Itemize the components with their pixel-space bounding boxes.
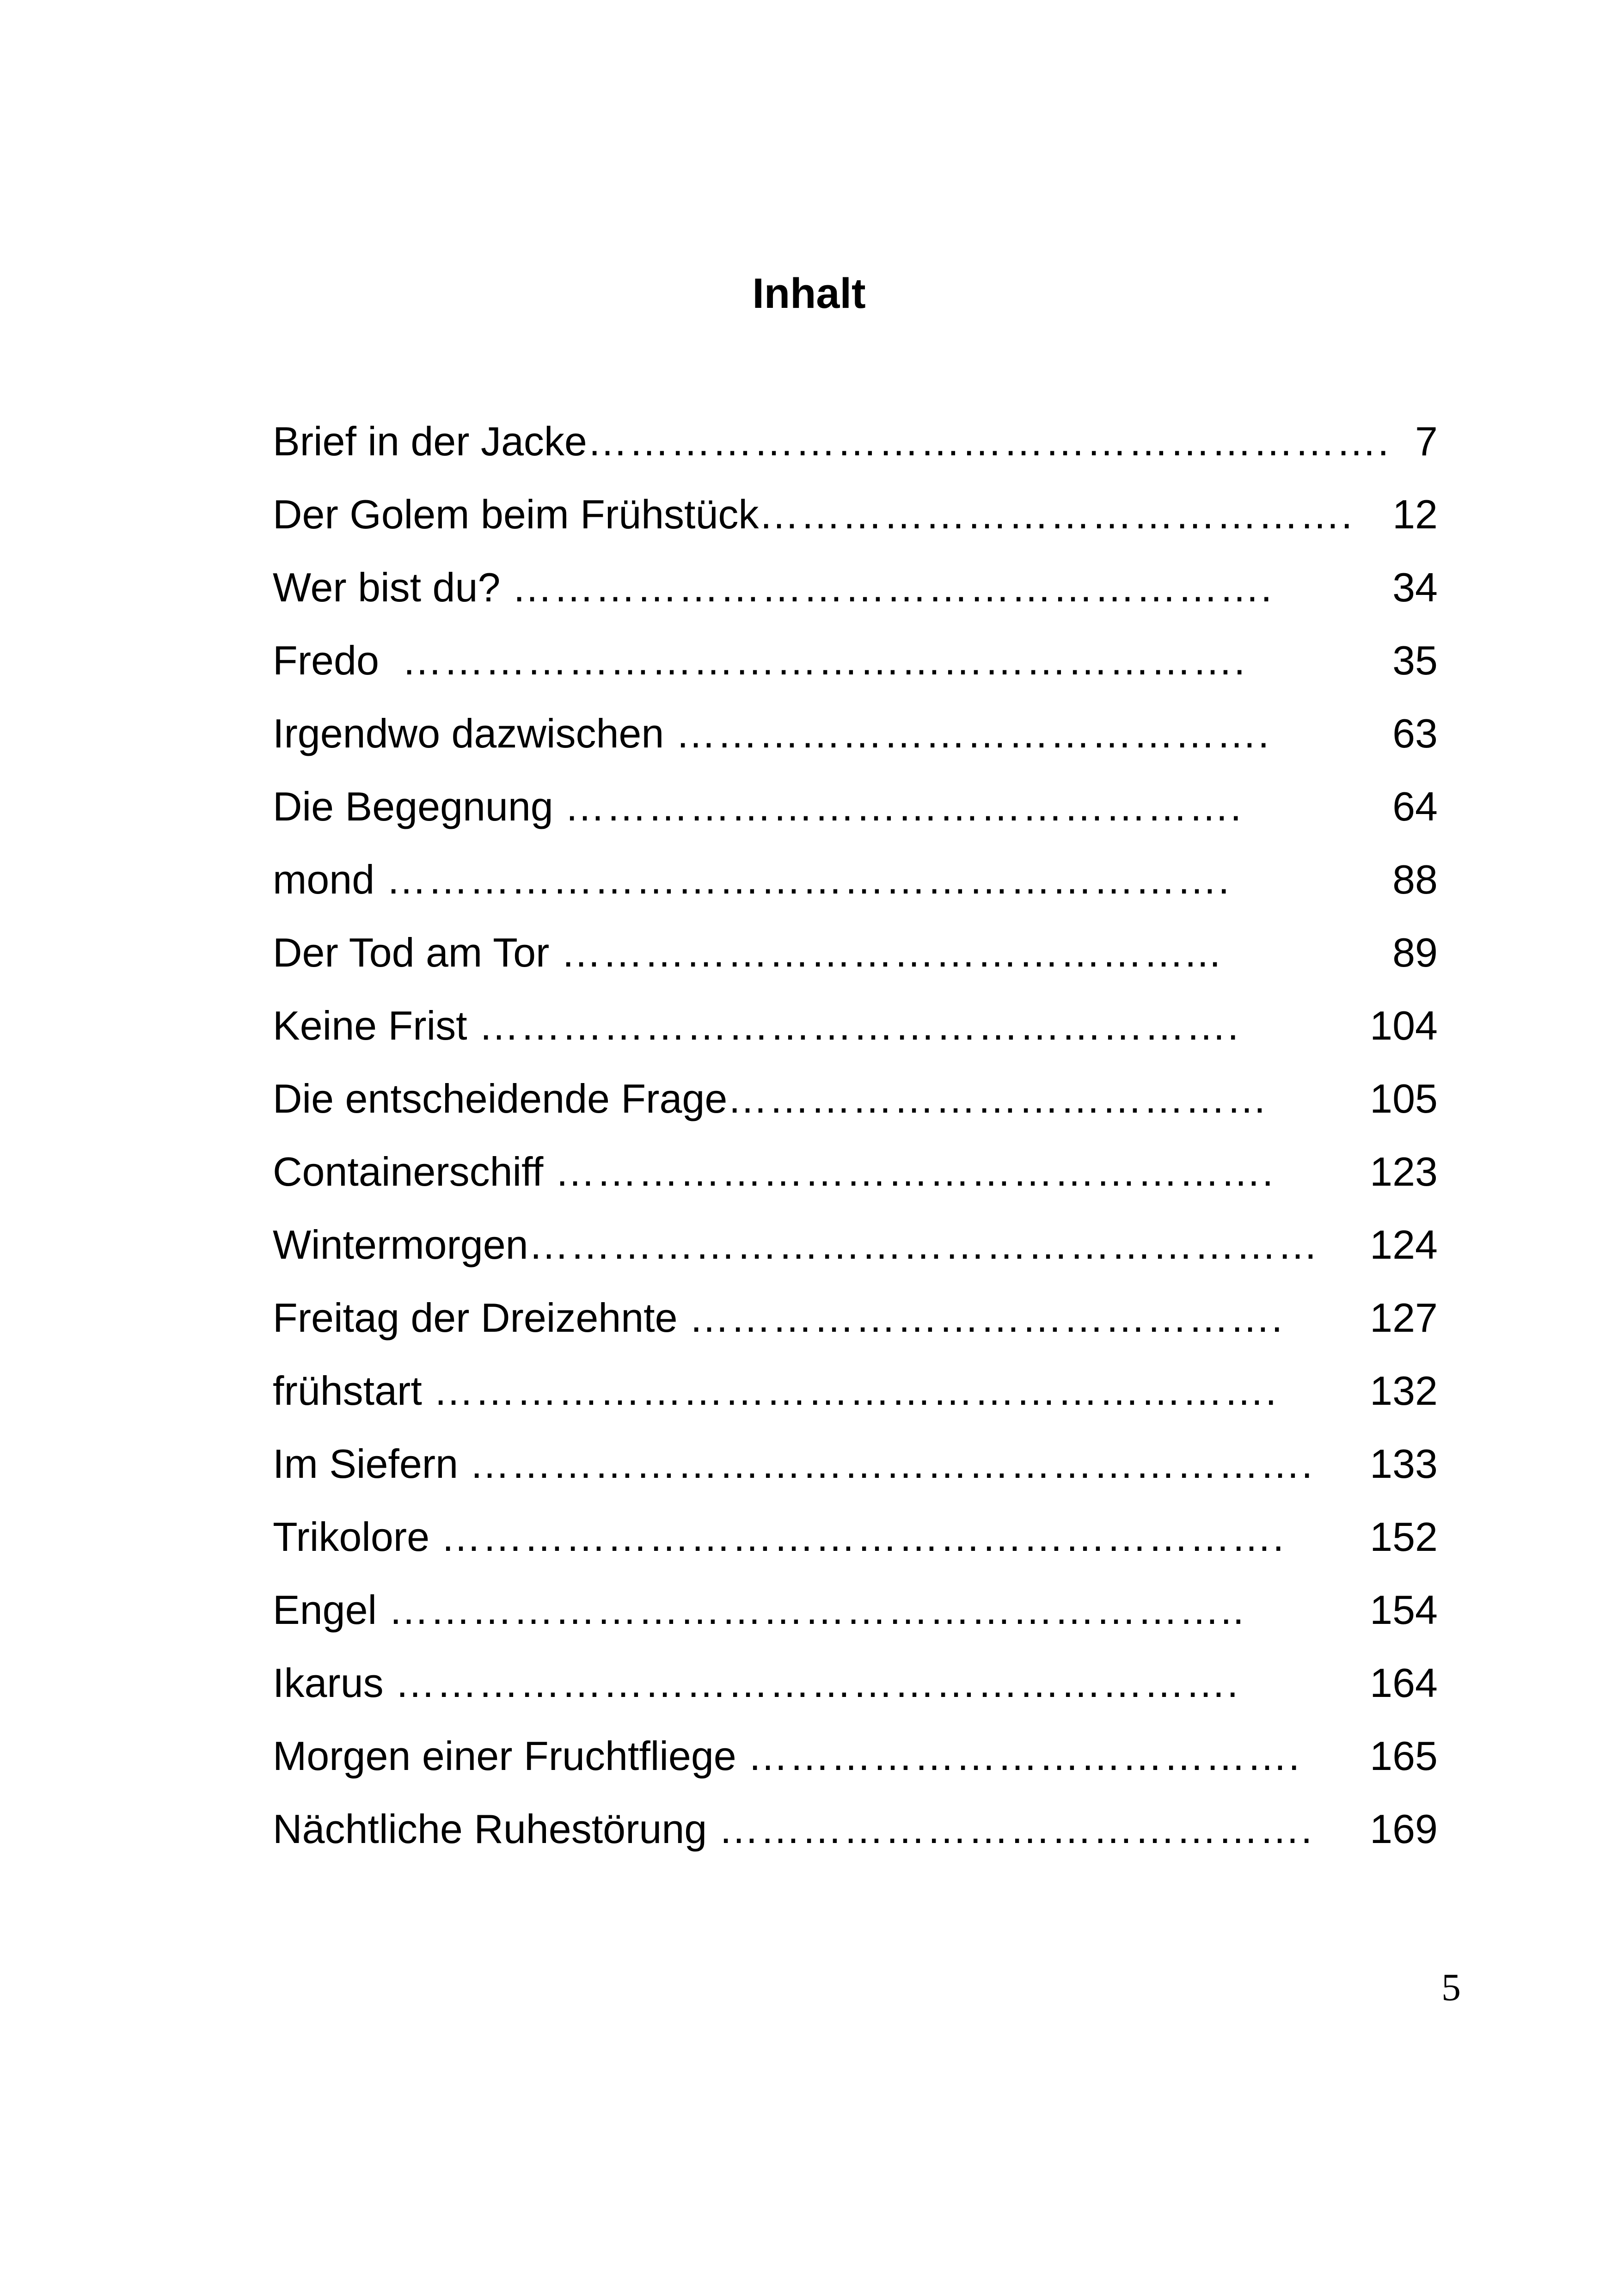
toc-entry-page: 132	[1370, 1368, 1438, 1414]
toc-entry-title: Keine Frist	[273, 1003, 479, 1048]
toc-entry-page: 35	[1392, 637, 1438, 683]
toc-entry-page: 88	[1392, 857, 1438, 902]
toc-entry-page: 154	[1370, 1587, 1438, 1633]
toc-entry-page: 165	[1370, 1733, 1438, 1779]
toc-entry-page: 64	[1392, 784, 1438, 829]
toc-entry-page: 63	[1392, 710, 1438, 756]
toc-entry-title: Fredo	[273, 637, 402, 683]
toc-entry-leader: ……………………………………………….	[512, 564, 1273, 610]
toc-entry-title: Containerschiff	[273, 1149, 555, 1194]
toc-entry-leader: …………………………………….	[689, 1295, 1284, 1341]
toc-entry	[273, 1000, 1438, 1073]
toc-entry-title: Trikolore	[273, 1514, 441, 1560]
toc-entry	[273, 416, 1438, 489]
toc-entry	[273, 1731, 1438, 1804]
toc-entry-leader: ………………………………….	[748, 1733, 1301, 1779]
toc-entry-leader: …………………………………………………….	[386, 857, 1231, 902]
toc-entry-leader: ………………………………………….	[564, 784, 1243, 829]
toc-entry	[273, 562, 1438, 635]
toc-entry	[273, 708, 1438, 781]
toc-entry-leader: ……………………………………………………..	[388, 1587, 1245, 1633]
toc-entry	[273, 1439, 1438, 1512]
toc-entry-page: 152	[1370, 1514, 1438, 1560]
toc-entry-title: mond	[273, 857, 386, 902]
toc-entry	[273, 1658, 1438, 1731]
toc-entry-page: 133	[1370, 1441, 1438, 1487]
toc-entry-title: Die Begegnung	[273, 784, 565, 829]
toc-entry-title: Nächtliche Ruhestörung	[273, 1806, 718, 1852]
toc-entry-leader: ………………………………………...	[561, 930, 1222, 975]
toc-entry-page: 127	[1370, 1295, 1438, 1341]
toc-entry-title: Freitag der Dreizehnte	[273, 1295, 689, 1341]
toc-entry	[273, 1365, 1438, 1439]
toc-entry-leader: …………………………………………………	[528, 1222, 1319, 1267]
toc-entry-page: 105	[1370, 1076, 1438, 1121]
toc-entry	[273, 854, 1438, 927]
toc-entry	[273, 1073, 1438, 1146]
toc-entry-leader: …………………………………….	[759, 491, 1354, 537]
toc-entry-leader: …………………………………………………….	[402, 637, 1246, 683]
toc-entry-leader: …………………………………….	[718, 1806, 1313, 1852]
toc-entry-page: 7	[1415, 418, 1438, 464]
toc-entry	[273, 1146, 1438, 1219]
toc-entry	[273, 489, 1438, 562]
toc-entry	[273, 635, 1438, 708]
toc-entry-leader: …………………………………………………….	[441, 1514, 1285, 1560]
toc-entry-page: 104	[1370, 1003, 1438, 1048]
toc-entry	[273, 781, 1438, 854]
toc-entry-title: frühstart	[273, 1368, 434, 1414]
toc-entry-title: Der Tod am Tor	[273, 930, 561, 975]
toc-entry	[273, 927, 1438, 1000]
toc-entry-page: 123	[1370, 1149, 1438, 1194]
toc-heading: Inhalt	[752, 270, 866, 317]
toc-entry-leader: …………………………………	[727, 1076, 1268, 1121]
toc-entry	[273, 1512, 1438, 1585]
toc-entry-title: Engel	[273, 1587, 388, 1633]
toc-entry-leader: …………………………………………………….	[469, 1441, 1314, 1487]
toc-entry-title: Die entscheidende Frage	[273, 1076, 728, 1121]
toc-entry-leader: …………………………………………….	[555, 1149, 1275, 1194]
toc-entry-leader: …………………………………………………….	[395, 1660, 1239, 1706]
table-of-contents	[273, 416, 1438, 1877]
page-number: 5	[1441, 1966, 1461, 2009]
toc-entry-page: 89	[1392, 930, 1438, 975]
toc-entry-page: 169	[1370, 1806, 1438, 1852]
toc-entry-title: Im Siefern	[273, 1441, 470, 1487]
toc-entry	[273, 1219, 1438, 1292]
toc-entry-title: Der Golem beim Frühstück	[273, 491, 759, 537]
toc-entry	[273, 1292, 1438, 1365]
toc-entry-page: 124	[1370, 1222, 1438, 1267]
toc-entry-leader: ………………………………………………….	[587, 418, 1390, 464]
toc-entry-page: 34	[1392, 564, 1438, 610]
toc-entry-leader: ……………………………………………….	[478, 1003, 1240, 1048]
toc-entry-page: 164	[1370, 1660, 1438, 1706]
toc-entry-title: Morgen einer Fruchtfliege	[273, 1733, 748, 1779]
toc-entry	[273, 1585, 1438, 1658]
toc-entry-page: 12	[1392, 491, 1438, 537]
toc-entry-leader: …………………………………………………….	[433, 1368, 1278, 1414]
toc-entry-title: Ikarus	[273, 1660, 395, 1706]
toc-entry-title: Wintermorgen	[273, 1222, 528, 1267]
toc-entry-title: Irgendwo dazwischen	[273, 710, 675, 756]
toc-entry-title: Wer bist du?	[273, 564, 512, 610]
toc-entry-leader: …………………………………….	[675, 710, 1270, 756]
toc-entry-title: Brief in der Jacke	[273, 418, 587, 464]
toc-entry	[273, 1804, 1438, 1877]
